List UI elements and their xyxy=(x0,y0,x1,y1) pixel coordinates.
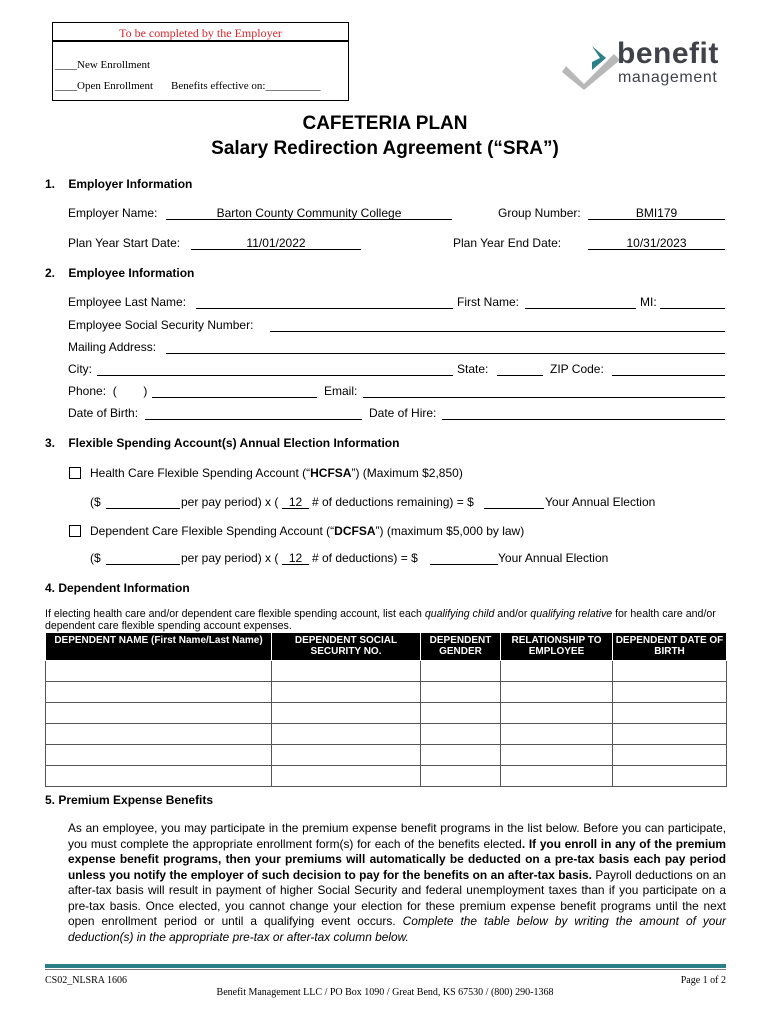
dependent-ssn-cell[interactable] xyxy=(272,703,421,724)
dcfsa-annual-label: Your Annual Election xyxy=(498,551,609,565)
employer-name-label: Employer Name: xyxy=(68,206,158,220)
table-row xyxy=(46,724,727,745)
footer-address: Benefit Management LLC / PO Box 1090 / Great Bend, KS 67530 / (800) 290-1368 xyxy=(216,987,554,998)
dependent-dob-cell[interactable] xyxy=(613,682,727,703)
dob-field[interactable] xyxy=(145,419,362,420)
dependent-name-cell[interactable] xyxy=(46,724,272,745)
relationship-cell[interactable] xyxy=(501,745,613,766)
section-employee-heading: 2. Employee Information xyxy=(45,266,195,280)
zip-label: ZIP Code: xyxy=(550,362,604,376)
dependent-gender-cell[interactable] xyxy=(421,703,501,724)
logo-text-management: management xyxy=(618,69,718,86)
table-row xyxy=(46,682,727,703)
table-row xyxy=(46,745,727,766)
section-fsa-heading: 3. Flexible Spending Account(s) Annual Election Information xyxy=(45,436,400,450)
employer-box-header-rule xyxy=(52,40,349,42)
new-enrollment-field[interactable]: ____New Enrollment xyxy=(55,59,151,71)
state-field[interactable] xyxy=(497,375,543,376)
last-name-label: Employee Last Name: xyxy=(68,295,187,309)
dependent-name-cell[interactable] xyxy=(46,703,272,724)
table-row xyxy=(46,766,727,787)
col-dependent-gender: DEPENDENT GENDER xyxy=(421,633,501,661)
premium-text-2: . If you enroll in any of the premium expense benefit programs, then your premiums will automatically be deducted on a pre-tax basis each pay period unless you notify the employer of such decision to pay for the benefits on an after-tax basis. xyxy=(68,836,727,882)
premium-paragraph xyxy=(68,821,726,945)
section-employer-heading: 1. Employer Information xyxy=(45,177,193,191)
col-dependent-name: DEPENDENT NAME (First Name/Last Name) xyxy=(46,633,272,661)
dependent-ssn-cell[interactable] xyxy=(272,766,421,787)
dependent-table-header xyxy=(46,633,727,661)
dependent-gender-cell[interactable] xyxy=(421,766,501,787)
section-dependent-heading: 4. Dependent Information xyxy=(45,581,190,595)
dcfsa-calc-open: ($ xyxy=(90,551,101,565)
dependent-dob-cell[interactable] xyxy=(613,724,727,745)
hcfsa-per-pay-field[interactable] xyxy=(106,508,180,509)
hcfsa-calc-open: ($ xyxy=(90,495,101,509)
employer-box-title: To be completed by the Employer xyxy=(119,26,282,40)
dcfsa-label-post: ”) (maximum $5,000 by law) xyxy=(375,524,525,538)
mi-field[interactable] xyxy=(660,308,725,309)
dependent-intro xyxy=(45,608,726,632)
state-label: State: xyxy=(457,362,489,376)
dependent-table xyxy=(45,632,727,787)
premium-text-3: Payroll deductions on an after-tax basis will result in payment of higher Social Security and federal unemployment taxes than if you participate on a pre-tax basis. Once elected, you cannot change your election for these premium expense benefit programs until the next open enrollment period or until a qualifying event occurs. xyxy=(68,867,726,928)
plan-start-label: Plan Year Start Date: xyxy=(68,236,181,250)
employer-name-value[interactable]: Barton County Community College xyxy=(216,206,402,220)
dcfsa-checkbox[interactable] xyxy=(69,525,81,537)
mailing-address-field[interactable] xyxy=(166,353,725,354)
dcfsa-annual-field[interactable] xyxy=(430,564,498,565)
group-number-label: Group Number: xyxy=(498,206,581,220)
hcfsa-annual-field[interactable] xyxy=(484,508,544,509)
hcfsa-label-pre: Health Care Flexible Spending Account (“ xyxy=(90,466,311,480)
dependent-intro-relative: qualifying relative xyxy=(530,608,613,620)
dependent-name-cell[interactable] xyxy=(46,661,272,682)
dependent-dob-cell[interactable] xyxy=(613,766,727,787)
dependent-ssn-cell[interactable] xyxy=(272,724,421,745)
dependent-name-cell[interactable] xyxy=(46,682,272,703)
dcfsa-label xyxy=(90,524,524,538)
first-name-field[interactable] xyxy=(525,308,636,309)
dependent-dob-cell[interactable] xyxy=(613,745,727,766)
email-field[interactable] xyxy=(363,397,725,398)
footer-rule-gray xyxy=(45,969,726,970)
footer-rule-teal xyxy=(45,964,726,968)
dependent-intro-a: If electing health care and/or dependent care flexible spending account, list each xyxy=(45,608,425,620)
hcfsa-label-bold: HCFSA xyxy=(310,466,352,480)
group-number-value[interactable]: BMI179 xyxy=(635,206,678,220)
dependent-intro-c: and/or xyxy=(494,608,531,620)
city-field[interactable] xyxy=(97,375,453,376)
relationship-cell[interactable] xyxy=(501,682,613,703)
hcfsa-label xyxy=(90,466,463,480)
table-row xyxy=(46,661,727,682)
ssn-field[interactable] xyxy=(270,331,725,332)
benefits-effective-field[interactable]: Benefits effective on:__________ xyxy=(171,80,321,92)
relationship-cell[interactable] xyxy=(501,724,613,745)
dcfsa-label-bold: DCFSA xyxy=(334,524,376,538)
plan-end-label: Plan Year End Date: xyxy=(453,236,562,250)
benefit-management-logo xyxy=(562,37,737,90)
relationship-cell[interactable] xyxy=(501,661,613,682)
premium-text-1: As an employee, you may participate in the premium expense benefit programs in the list below. Before you can participate, you must complete the appropriate enrollment form(s) for each of the benefits elected xyxy=(68,821,726,851)
plan-end-value[interactable]: 10/31/2023 xyxy=(626,236,687,250)
relationship-cell[interactable] xyxy=(501,703,613,724)
footer-form-id: CS02_NLSRA 1606 xyxy=(45,975,127,986)
last-name-field[interactable] xyxy=(196,308,453,309)
section-premium-heading: 5. Premium Expense Benefits xyxy=(45,793,214,807)
email-label: Email: xyxy=(324,384,358,398)
dcfsa-deductions-value[interactable]: 12 xyxy=(288,551,303,565)
logo-mark-icon xyxy=(562,42,620,90)
hcfsa-calc-remain: # of deductions remaining) = $ xyxy=(312,495,474,509)
logo-text-benefit: benefit xyxy=(617,37,719,70)
page-subtitle: Salary Redirection Agreement (“SRA”) xyxy=(211,138,559,159)
dependent-name-cell[interactable] xyxy=(46,745,272,766)
ssn-label: Employee Social Security Number: xyxy=(68,318,254,332)
city-label: City: xyxy=(68,362,92,376)
dependent-gender-cell[interactable] xyxy=(421,661,501,682)
zip-field[interactable] xyxy=(612,375,725,376)
dependent-dob-cell[interactable] xyxy=(613,703,727,724)
hcfsa-annual-label: Your Annual Election xyxy=(545,495,656,509)
dependent-dob-cell[interactable] xyxy=(613,661,727,682)
dependent-gender-cell[interactable] xyxy=(421,724,501,745)
premium-text-4: Complete the table below by writing the amount of your deduction(s) in the appropriate pre-tax or after-tax column below. xyxy=(68,914,726,944)
col-dependent-ssn: DEPENDENT SOCIAL SECURITY NO. xyxy=(272,633,421,661)
relationship-cell[interactable] xyxy=(501,766,613,787)
table-row xyxy=(46,703,727,724)
hire-date-field[interactable] xyxy=(442,419,725,420)
dcfsa-calc-remain: # of deductions) = $ xyxy=(312,551,418,565)
phone-label: Phone: ( ) xyxy=(68,384,148,398)
hire-date-label: Date of Hire: xyxy=(369,406,437,420)
col-dependent-dob: DEPENDENT DATE OF BIRTH xyxy=(613,633,727,661)
dependent-intro-child: qualifying child xyxy=(424,608,495,620)
plan-start-value[interactable]: 11/01/2022 xyxy=(246,236,306,250)
hcfsa-calc-mid: per pay period) x ( xyxy=(181,495,279,509)
dcfsa-label-pre: Dependent Care Flexible Spending Account (“ xyxy=(90,524,335,538)
hcfsa-label-post: ”) (Maximum $2,850) xyxy=(351,466,463,480)
col-relationship: RELATIONSHIP TO EMPLOYEE xyxy=(501,633,613,661)
phone-field[interactable] xyxy=(152,397,317,398)
dependent-intro-e: for health care and/or dependent care flexible spending account expenses. xyxy=(45,608,716,632)
dependent-name-cell[interactable] xyxy=(46,766,272,787)
mi-label: MI: xyxy=(640,295,657,309)
page-title: CAFETERIA PLAN xyxy=(302,113,468,134)
dcfsa-calc-mid: per pay period) x ( xyxy=(181,551,279,565)
footer-page-number: Page 1 of 2 xyxy=(680,975,726,986)
first-name-label: First Name: xyxy=(457,295,520,309)
dependent-ssn-cell[interactable] xyxy=(272,661,421,682)
hcfsa-checkbox[interactable] xyxy=(69,467,81,479)
dependent-ssn-cell[interactable] xyxy=(272,682,421,703)
dependent-ssn-cell[interactable] xyxy=(272,745,421,766)
dependent-gender-cell[interactable] xyxy=(421,745,501,766)
mailing-address-label: Mailing Address: xyxy=(68,340,157,354)
hcfsa-deductions-value[interactable]: 12 xyxy=(288,495,303,509)
dependent-gender-cell[interactable] xyxy=(421,682,501,703)
open-enrollment-field[interactable]: ____Open Enrollment xyxy=(55,80,154,92)
dcfsa-per-pay-field[interactable] xyxy=(106,564,180,565)
dob-label: Date of Birth: xyxy=(68,406,139,420)
